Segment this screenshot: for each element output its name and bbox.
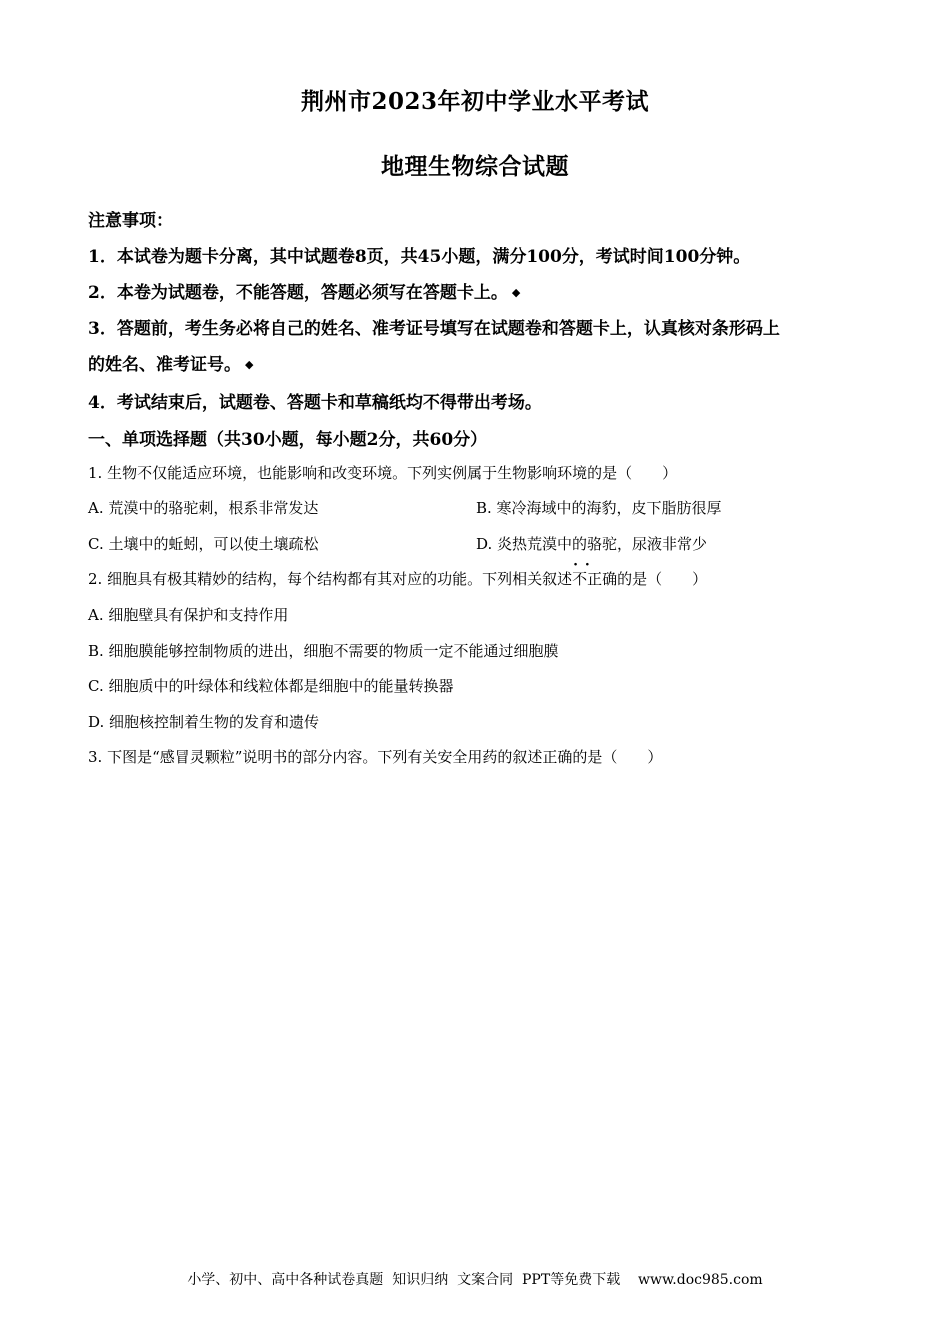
notice-item-text: 1．本试卷为题卡分离，其中试题卷8页，共45小题，满分100分，考试时间100分钟。: [88, 247, 751, 267]
question-2-option-c: C. 细胞质中的叶绿体和线粒体都是细胞中的能量转换器: [88, 677, 454, 695]
notice-item-text: 2．本卷为试题卷，不能答题，答题必须写在答题卡上。: [88, 283, 508, 303]
notice-item-3: [88, 314, 780, 339]
notice-item-3-continued: [88, 350, 253, 375]
notice-item-2: [88, 278, 520, 303]
exam-subtitle: 地理生物综合试题: [381, 153, 569, 180]
question-2-stem-end: 的是（ ）: [617, 570, 708, 588]
exam-title: 荆州市2023年初中学业水平考试: [300, 88, 649, 115]
notice-heading: 注意事项：: [88, 211, 173, 231]
question-1-stem: 1. 生物不仅能适应环境，也能影响和改变环境。下列实例属于生物影响环境的是（ ）: [88, 464, 678, 482]
emphasis-not-correct: · · 不正确: [572, 568, 617, 589]
question-2-option-a: A. 细胞壁具有保护和支持作用: [88, 606, 289, 624]
page-footer: 小学、初中、高中各种试卷真题 知识归纳 文案合同 PPT等免费下载 www.doc985.com: [187, 1272, 763, 1288]
notice-item-text: 4．考试结束后，试题卷、答题卡和草稿纸均不得带出考场。: [88, 393, 542, 413]
question-2-stem: [88, 568, 707, 589]
notice-item-text: 的姓名、准考证号。: [88, 355, 241, 375]
diamond-marker: ◆: [245, 358, 254, 371]
notice-item-1: [88, 242, 750, 267]
question-1-option-b: B. 寒冷海域中的海豹，皮下脂肪很厚: [476, 499, 722, 517]
question-2-option-d: D. 细胞核控制着生物的发育和遗传: [88, 713, 320, 731]
notice-item-4: [88, 388, 542, 413]
question-1-option-a: A. 荒漠中的骆驼刺，根系非常发达: [88, 499, 319, 517]
question-3-stem: 3. 下图是“感冒灵颗粒”说明书的部分内容。下列有关安全用药的叙述正确的是（ ）: [88, 748, 663, 766]
question-1-option-d: D. 炎热荒漠中的骆驼，尿液非常少: [476, 535, 708, 553]
diamond-marker: ◆: [511, 286, 521, 299]
question-2-stem-start: 2. 细胞具有极其精妙的结构，每个结构都有其对应的功能。下列相关叙述: [88, 570, 573, 588]
notice-item-text: 3．答题前，考生务必将自己的姓名、准考证号填写在试题卷和答题卡上，认真核对条形码上: [88, 319, 780, 339]
question-2-option-b: B. 细胞膜能够控制物质的进出，细胞不需要的物质一定不能通过细胞膜: [88, 642, 559, 660]
question-1-option-c: C. 土壤中的蚯蚓，可以使土壤疏松: [88, 535, 319, 553]
section-heading: 一、单项选择题（共30小题，每小题2分，共60分）: [88, 430, 488, 450]
